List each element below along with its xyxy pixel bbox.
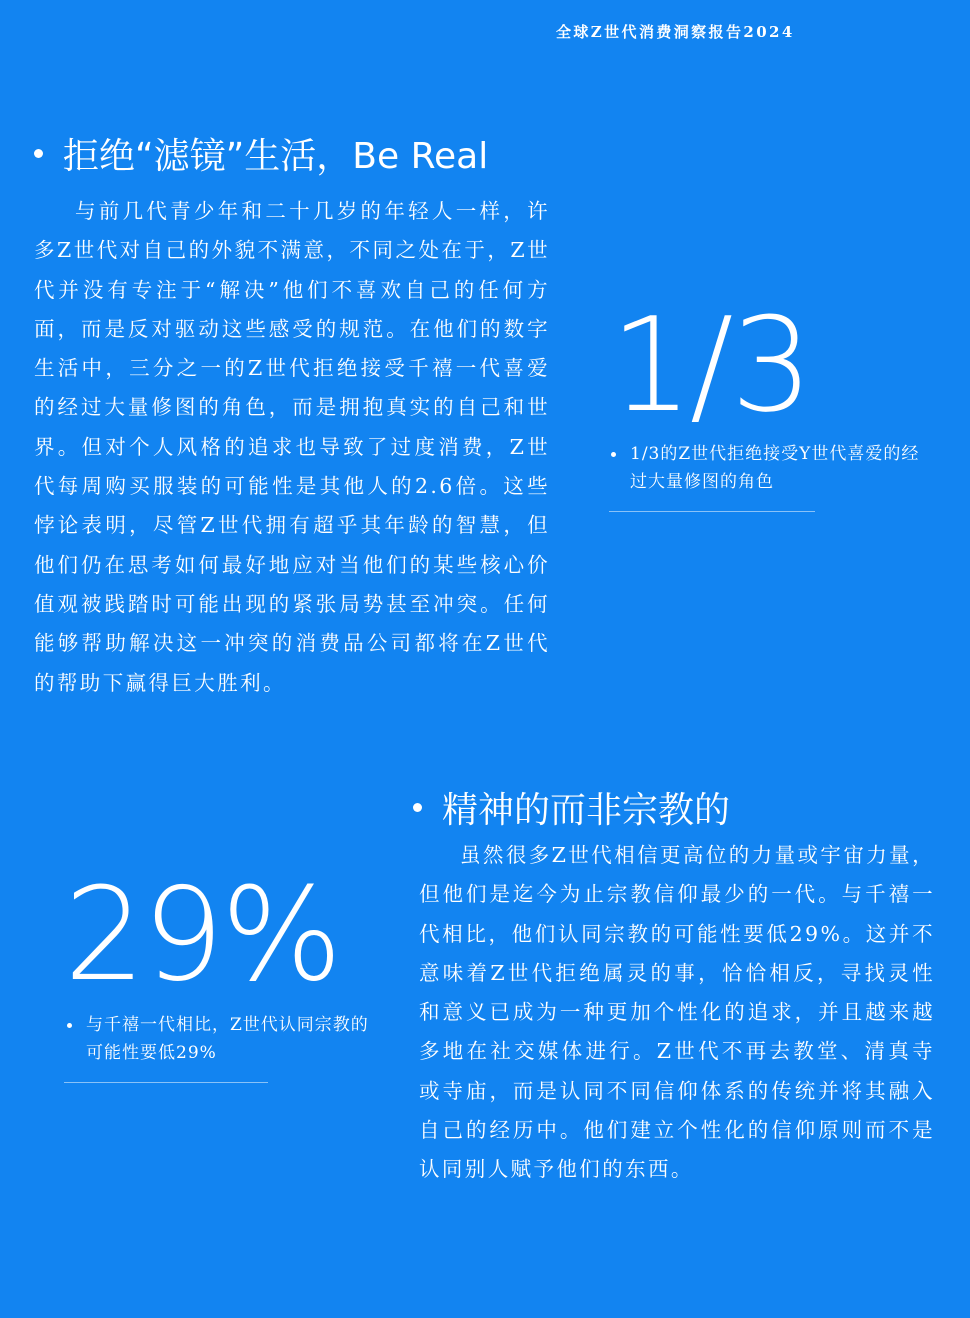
section2-paragraph: 虽然很多Z世代相信更高位的力量或宇宙力量，但他们是迄今为止宗教信仰最少的一代。与千禧一代相比，他们认同宗教的可能性要低29%。这并不意味着Z世代拒绝属灵的事，恰恰相反，寻找灵性和意义已成为一种更加个性化的追求，并且越来越多地在社交媒体进行。Z世代不再去教堂、清真寺或寺庙，而是认同不同信仰体系的传统并将其融入自己的经历中。他们建立个性化的信仰原则而不是认同别人赋予他们的东西。	[419, 843, 935, 1182]
section-title-be-real	[34, 128, 488, 179]
stat-one-third: 1/3	[610, 289, 811, 441]
section-title-text: 拒绝“滤镜”生活，Be Real	[63, 136, 489, 177]
section1-body	[34, 192, 550, 703]
section1-paragraph: 与前几代青少年和二十几岁的年轻人一样，许多Z世代对自己的外貌不满意，不同之处在于，Z世代并没有专注于“解决”他们不喜欢自己的任何方面，而是反对驱动这些感受的规范。在他们的数字生活中，三分之一的Z世代拒绝接受千禧一代喜爱的经过大量修图的角色，而是拥抱真实的自己和世界。但对个人风格的追求也导致了过度消费，Z世代每周购买服装的可能性是其他人的2.6倍。这些悖论表明，尽管Z世代拥有超乎其年龄的智慧，但他们仍在思考如何最好地应对当他们的某些核心价值观被践踏时可能出现的紧张局势甚至冲突。任何能够帮助解决这一冲突的消费品公司都将在Z世代的帮助下赢得巨大胜利。	[34, 199, 550, 695]
report-header-title: 全球Z世代消费洞察报告2024	[556, 23, 795, 41]
stat-one-third-caption: 1/3的Z世代拒绝接受Y世代喜爱的经过大量修图的角色	[608, 440, 920, 496]
section-title-text: 精神的而非宗教的	[442, 790, 731, 831]
stat-29-percent-caption: 与千禧一代相比，Z世代认同宗教的可能性要低29%	[64, 1011, 376, 1067]
bullet-icon	[413, 803, 422, 812]
bullet-icon	[34, 149, 43, 158]
stat-29-percent: 29%	[64, 861, 340, 1010]
stat-29-percent-divider	[64, 1082, 268, 1083]
section-title-spiritual	[413, 782, 730, 833]
section2-body	[419, 836, 935, 1190]
stat-one-third-divider	[609, 511, 815, 512]
